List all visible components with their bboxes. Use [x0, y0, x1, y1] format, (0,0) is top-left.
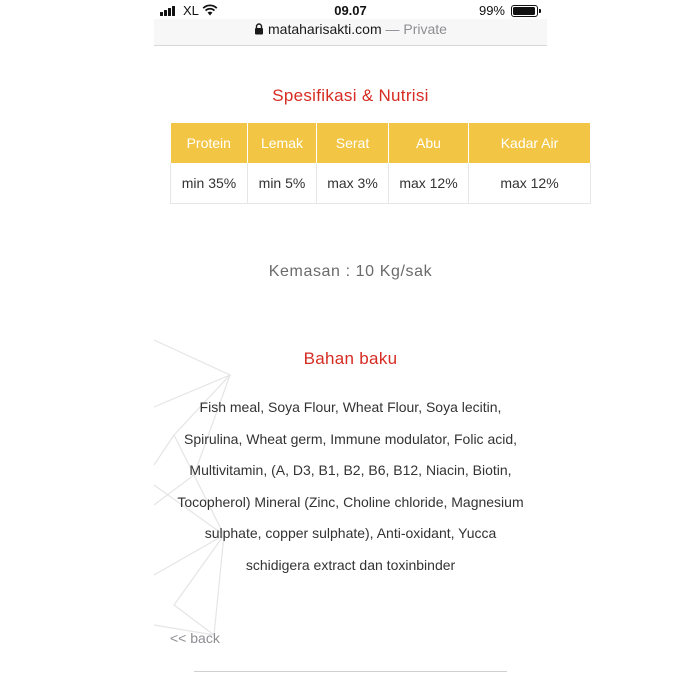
carrier-name: XL: [183, 3, 199, 18]
ingredients-line: sulphate, copper sulphate), Anti-oxidant, Yucca: [204, 525, 497, 541]
cell-serat: max 3%: [317, 163, 389, 204]
column-header-lemak: Lemak: [248, 123, 317, 163]
table-row: [171, 163, 591, 204]
column-header-protein: Protein: [171, 123, 248, 163]
ingredients-line: Tocopherol) Mineral (Zinc, Choline chloride, Magnesium: [177, 493, 524, 510]
specs-title: Spesifikasi & Nutrisi: [272, 86, 429, 105]
lock-icon: [254, 23, 264, 35]
ingredients-line: schidigera extract dan toxinbinder: [245, 556, 456, 573]
column-header-serat: Serat: [317, 123, 389, 163]
status-bar: [154, 0, 547, 20]
private-mode-label: — Private: [381, 21, 447, 37]
ingredients-line: Multivitamin, (A, D3, B1, B2, B6, B12, Niacin, Biotin,: [189, 462, 512, 478]
phone-screen: [154, 0, 559, 700]
cell-kadar-air: max 12%: [469, 163, 591, 204]
battery-percentage: 99%: [478, 3, 505, 18]
packaging-info: Kemasan : 10 Kg/sak: [268, 263, 433, 280]
ingredients-line: Spirulina, Wheat germ, Immune modulator, Folic acid,: [183, 430, 518, 447]
nutrition-table: [170, 123, 559, 201]
battery-icon: [511, 5, 538, 17]
table-header-row: [171, 123, 591, 163]
back-link[interactable]: << back: [170, 630, 220, 646]
cell-abu: max 12%: [389, 163, 469, 204]
bottom-divider: [194, 671, 507, 672]
column-header-kadar-air: Kadar Air: [469, 123, 591, 163]
cell-protein: min 35%: [171, 163, 248, 204]
url-domain: mataharisakti.com: [268, 21, 382, 37]
address-bar[interactable]: [154, 19, 547, 46]
clock: 09.07: [334, 3, 367, 18]
ingredients-line: Fish meal, Soya Flour, Wheat Flour, Soya lecitin,: [199, 399, 502, 415]
cell-lemak: min 5%: [248, 163, 317, 204]
column-header-abu: Abu: [389, 123, 469, 163]
ingredients-text: [154, 392, 547, 581]
raw-materials-title: Bahan baku: [303, 349, 398, 368]
